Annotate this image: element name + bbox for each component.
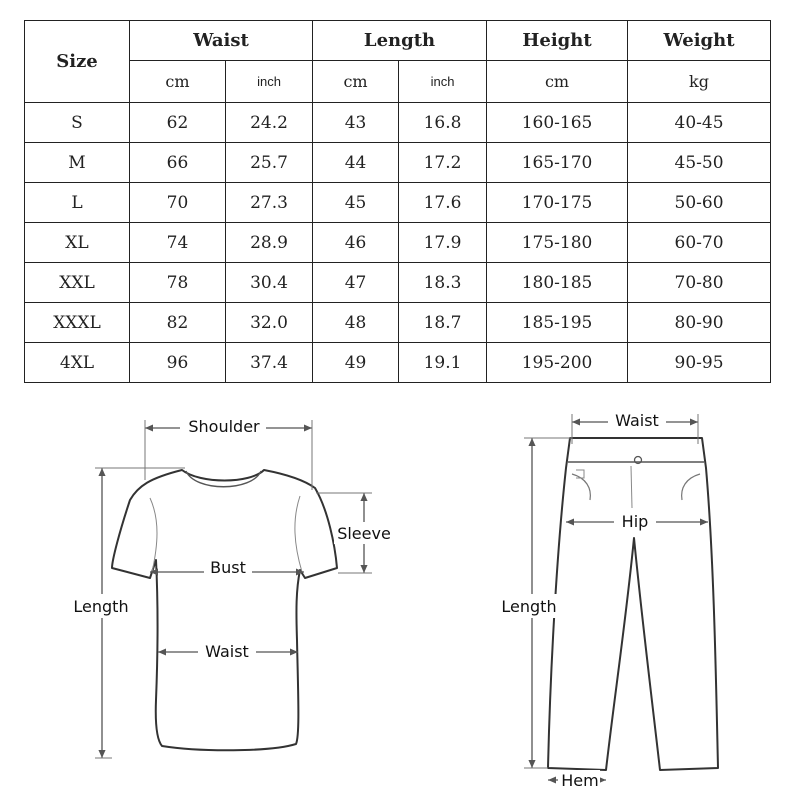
- pants-diagram: [498, 410, 718, 792]
- shirt-waist-label: Waist: [205, 642, 249, 661]
- size-cell: L: [25, 183, 130, 223]
- height-cell: 170-175: [487, 183, 628, 223]
- size-header: Size: [25, 21, 130, 103]
- length-inch-cell: 17.9: [399, 223, 487, 263]
- weight-header: Weight: [628, 21, 771, 61]
- height-unit: cm: [487, 61, 628, 103]
- hem-label: Hem: [561, 771, 599, 790]
- waist-cm-unit: cm: [130, 61, 226, 103]
- waist-inch-cell: 32.0: [226, 303, 313, 343]
- size-cell: M: [25, 143, 130, 183]
- shoulder-label: Shoulder: [188, 417, 260, 436]
- size-cell: 4XL: [25, 343, 130, 383]
- waist-inch-cell: 24.2: [226, 103, 313, 143]
- length-cm-cell: 47: [313, 263, 399, 303]
- waist-inch-cell: 30.4: [226, 263, 313, 303]
- tshirt-outline: [112, 470, 337, 750]
- length-cm-cell: 43: [313, 103, 399, 143]
- length-inch-cell: 17.6: [399, 183, 487, 223]
- waist-inch-cell: 28.9: [226, 223, 313, 263]
- size-cell: XXL: [25, 263, 130, 303]
- pants-outline: [548, 438, 718, 770]
- waist-cm-cell: 96: [130, 343, 226, 383]
- height-cell: 195-200: [487, 343, 628, 383]
- pants-pocket-right: [682, 474, 700, 500]
- waist-inch-unit: inch: [226, 61, 313, 103]
- tshirt-collar: [186, 471, 261, 487]
- waist-cm-cell: 74: [130, 223, 226, 263]
- length-inch-cell: 18.3: [399, 263, 487, 303]
- length-cm-cell: 44: [313, 143, 399, 183]
- height-cell: 175-180: [487, 223, 628, 263]
- waist-inch-cell: 27.3: [226, 183, 313, 223]
- length-cm-unit: cm: [313, 61, 399, 103]
- length-cm-cell: 48: [313, 303, 399, 343]
- hip-label: Hip: [621, 512, 649, 531]
- length-inch-cell: 18.7: [399, 303, 487, 343]
- size-cell: XXXL: [25, 303, 130, 343]
- weight-cell: 60-70: [628, 223, 771, 263]
- weight-cell: 90-95: [628, 343, 771, 383]
- sleeve-label: Sleeve: [337, 524, 391, 543]
- height-cell: 180-185: [487, 263, 628, 303]
- height-header: Height: [487, 21, 628, 61]
- shirt-length-label: Length: [73, 597, 129, 616]
- length-inch-cell: 19.1: [399, 343, 487, 383]
- height-cell: 185-195: [487, 303, 628, 343]
- length-inch-cell: 16.8: [399, 103, 487, 143]
- length-inch-unit: inch: [399, 61, 487, 103]
- waist-cm-cell: 82: [130, 303, 226, 343]
- pants-length-label: Length: [501, 597, 557, 616]
- length-cm-cell: 45: [313, 183, 399, 223]
- tshirt-diagram: [66, 414, 394, 758]
- height-cell: 160-165: [487, 103, 628, 143]
- pants-waist-label: Waist: [615, 411, 659, 430]
- size-cell: S: [25, 103, 130, 143]
- weight-cell: 45-50: [628, 143, 771, 183]
- weight-cell: 40-45: [628, 103, 771, 143]
- waist-inch-cell: 25.7: [226, 143, 313, 183]
- waist-cm-cell: 78: [130, 263, 226, 303]
- waist-inch-cell: 37.4: [226, 343, 313, 383]
- waist-cm-cell: 66: [130, 143, 226, 183]
- length-cm-cell: 49: [313, 343, 399, 383]
- waist-header: Waist: [130, 21, 313, 61]
- bust-label: Bust: [210, 558, 246, 577]
- weight-cell: 70-80: [628, 263, 771, 303]
- weight-cell: 80-90: [628, 303, 771, 343]
- size-cell: XL: [25, 223, 130, 263]
- length-cm-cell: 46: [313, 223, 399, 263]
- length-header: Length: [313, 21, 487, 61]
- pants-fly: [631, 466, 632, 508]
- tshirt-sleeve-seam-right: [295, 496, 302, 572]
- weight-unit: kg: [628, 61, 771, 103]
- waist-cm-cell: 70: [130, 183, 226, 223]
- height-cell: 165-170: [487, 143, 628, 183]
- waist-cm-cell: 62: [130, 103, 226, 143]
- length-inch-cell: 17.2: [399, 143, 487, 183]
- weight-cell: 50-60: [628, 183, 771, 223]
